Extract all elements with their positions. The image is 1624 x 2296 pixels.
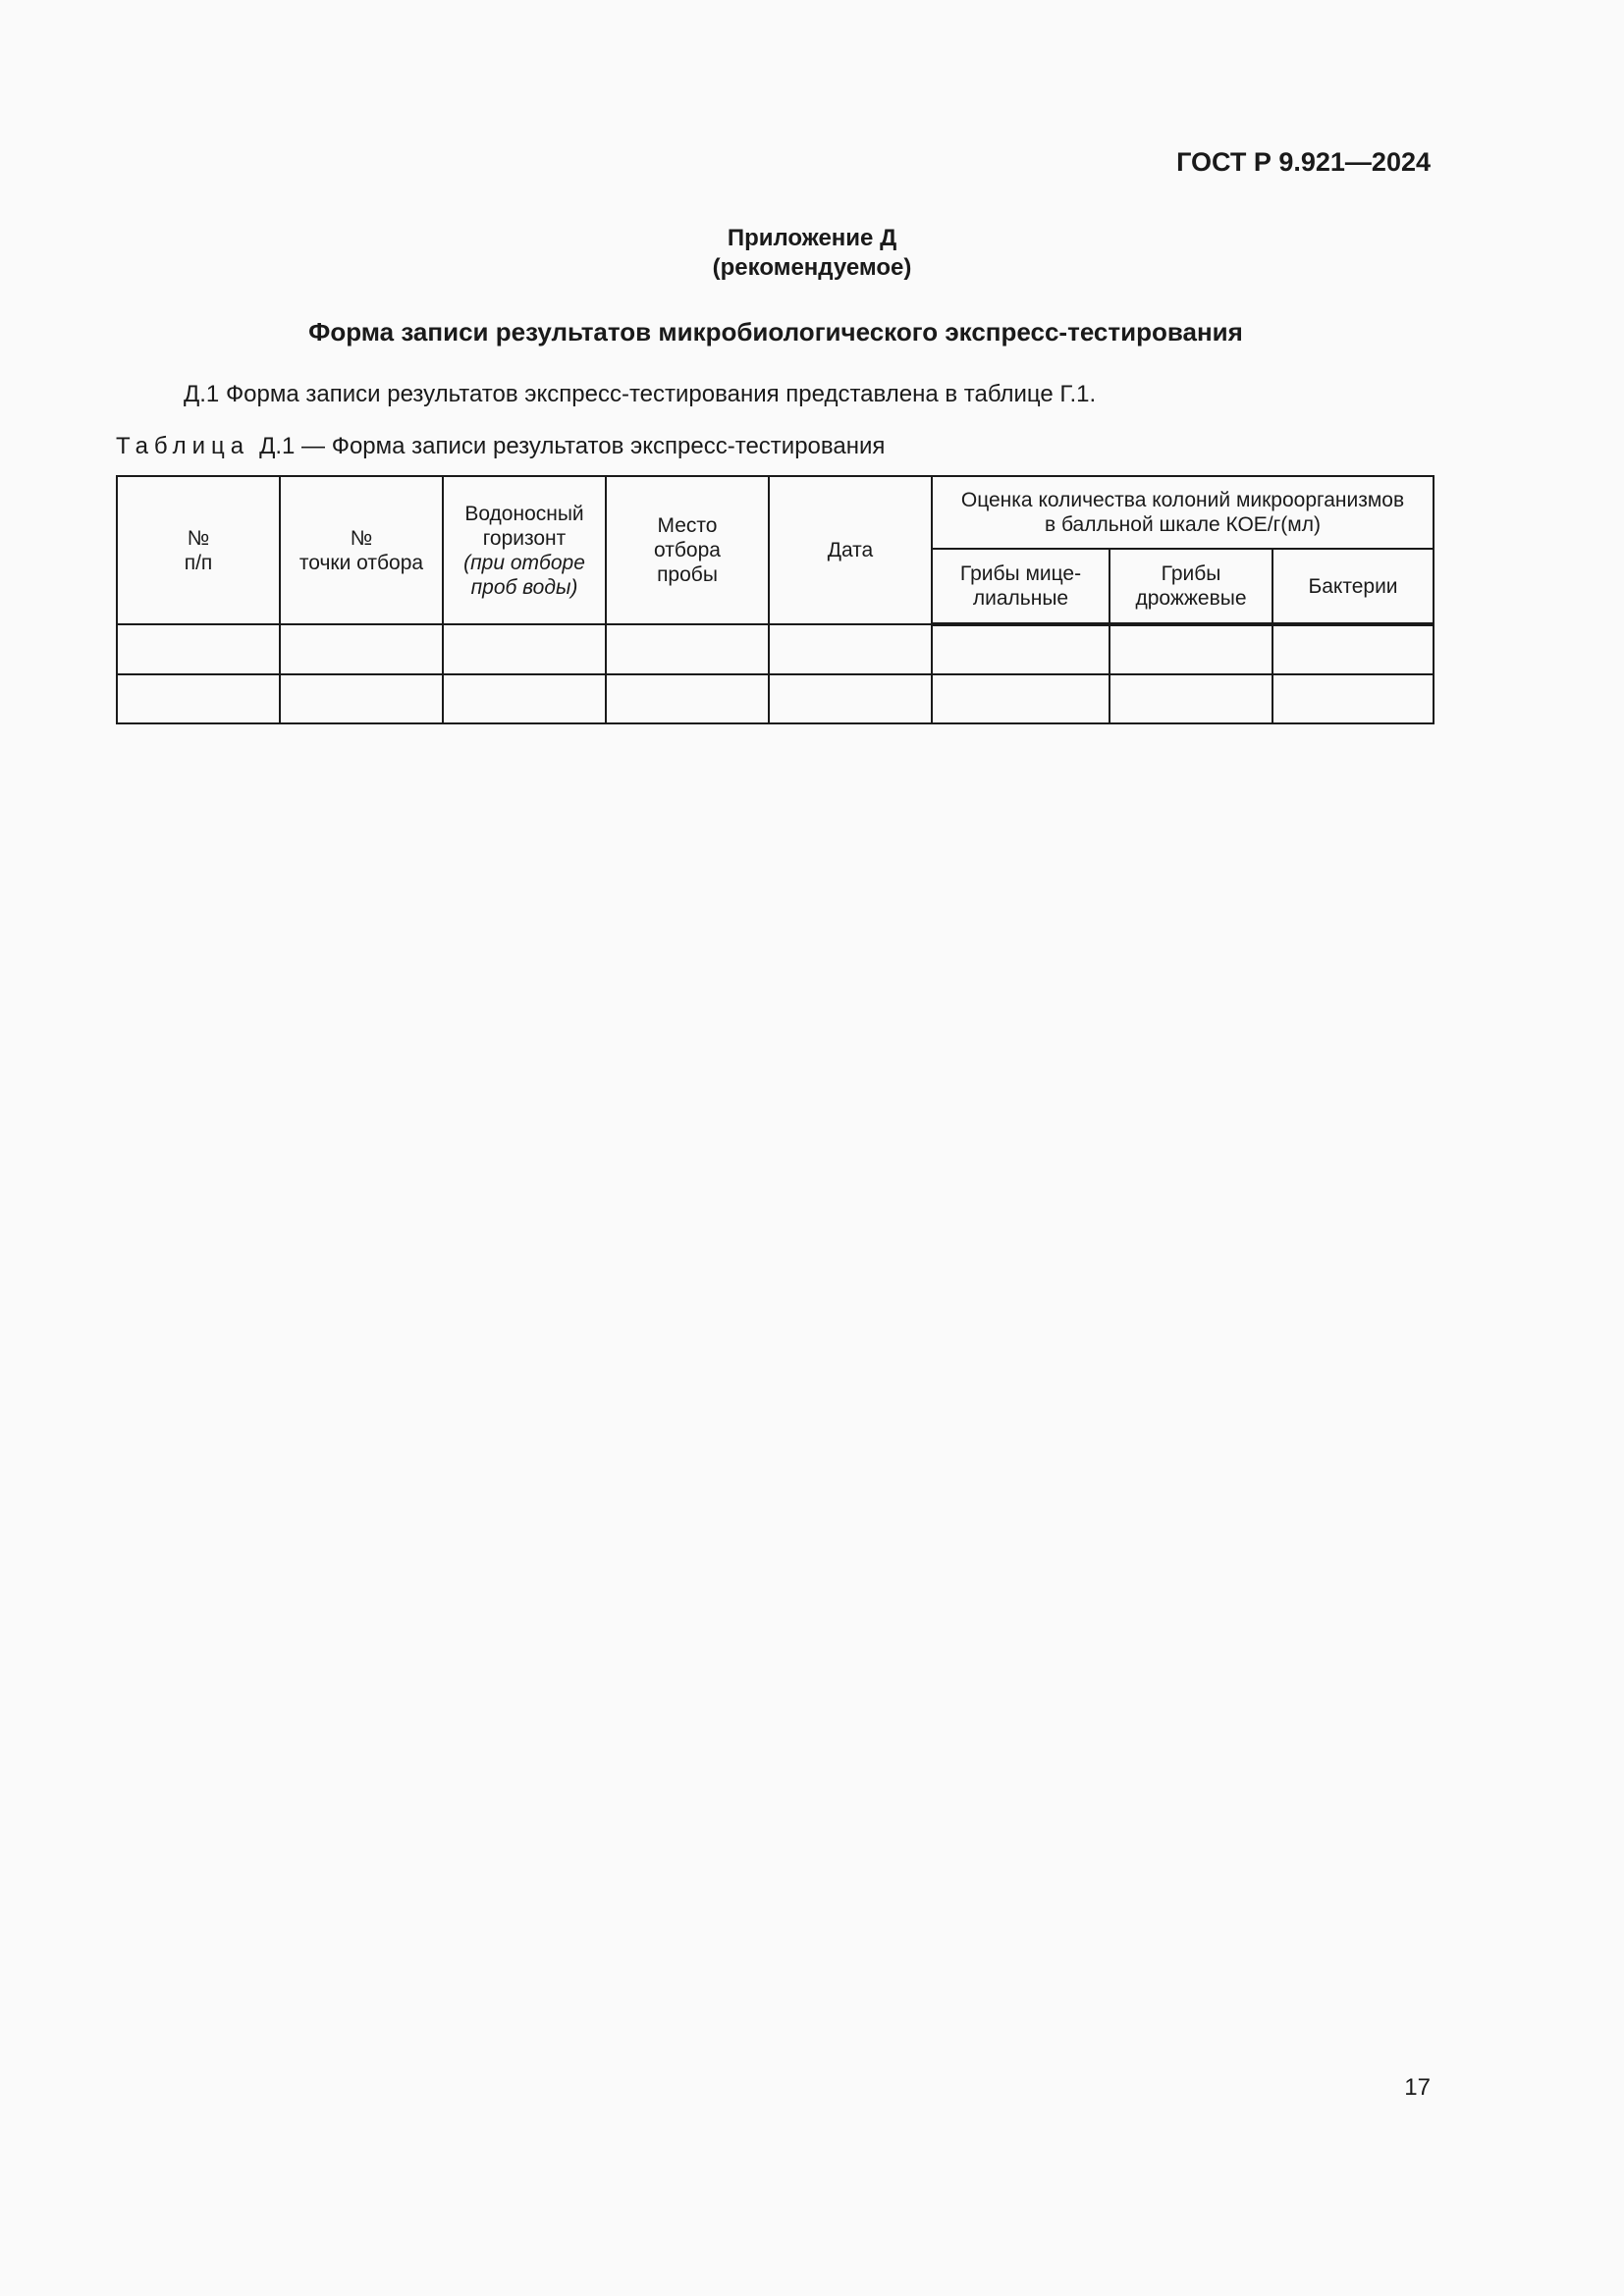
table-cell — [769, 624, 932, 674]
table-cell — [932, 674, 1110, 723]
table-cell — [769, 674, 932, 723]
table-cell — [1110, 624, 1272, 674]
table-cell — [1272, 624, 1434, 674]
paragraph: Д.1 Форма записи результатов экспресс-тестирования представлена в таблице Г.1. — [184, 381, 1097, 407]
header-colony-estimate: Оценка количества колоний микроорганизмов в балльной шкале КОЕ/г(мл) — [932, 476, 1434, 549]
header-mycelial-fungi: Грибы мице- лиальные — [932, 549, 1110, 624]
table-cell — [1272, 674, 1434, 723]
header-number: № п/п — [117, 476, 280, 624]
table-cell — [280, 624, 443, 674]
header-sampling-place: Место отбора пробы — [606, 476, 769, 624]
page-number: 17 — [1404, 2074, 1431, 2101]
table-cell — [606, 674, 769, 723]
header-aquifer: Водоносный горизонт (при отборе проб воды) — [443, 476, 606, 624]
table-caption-text: Д.1 — Форма записи результатов экспресс-тестирования — [259, 433, 886, 459]
table-cell — [932, 624, 1110, 674]
header-bacteria: Бактерии — [1272, 549, 1434, 624]
header-yeast-fungi: Грибы дрожжевые — [1110, 549, 1272, 624]
table-cell — [117, 624, 280, 674]
appendix-title: Приложение Д — [727, 225, 897, 251]
table-caption-word: Таблица — [116, 433, 250, 459]
table-row — [117, 624, 1434, 674]
table-cell — [117, 674, 280, 723]
results-form-table — [116, 475, 1435, 724]
table-cell — [1110, 674, 1272, 723]
table-cell — [606, 624, 769, 674]
header-sampling-point: № точки отбора — [280, 476, 443, 624]
table-caption — [116, 433, 885, 460]
appendix-subtitle: (рекомендуемое) — [712, 254, 912, 281]
table-row — [117, 674, 1434, 723]
document-code: ГОСТ Р 9.921—2024 — [1176, 147, 1431, 177]
section-heading: Форма записи результатов микробиологического экспресс-тестирования — [308, 317, 1243, 347]
table-cell — [443, 674, 606, 723]
appendix-heading — [0, 224, 1624, 283]
table-cell — [443, 624, 606, 674]
table-cell — [280, 674, 443, 723]
header-date: Дата — [769, 476, 932, 624]
